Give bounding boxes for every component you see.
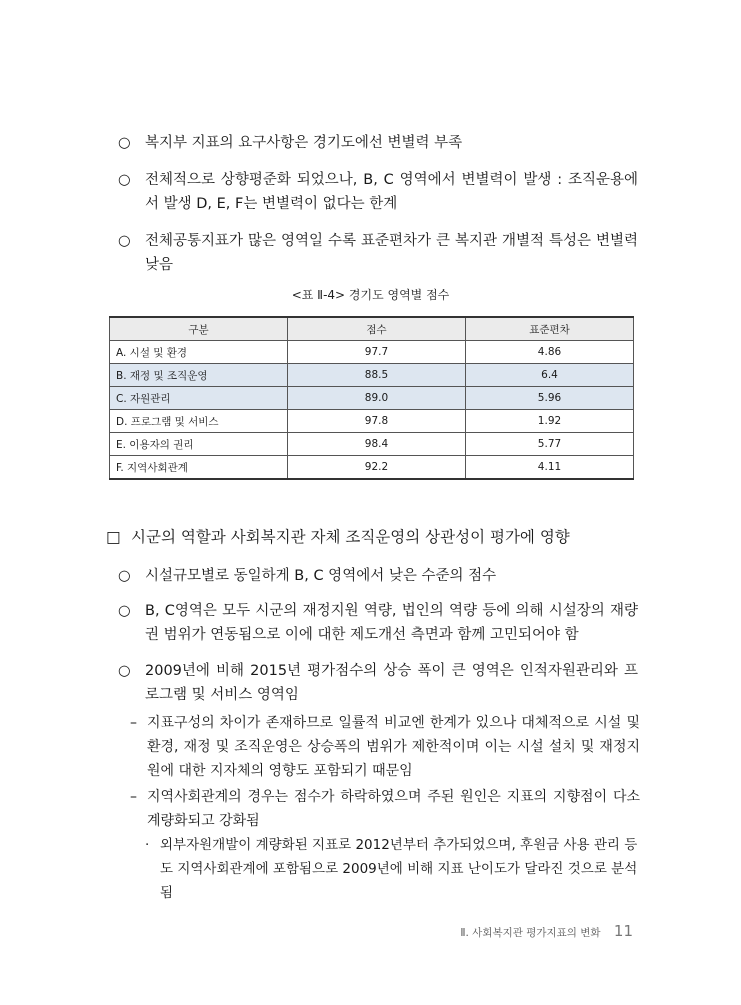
circle-bullet-icon: ○ bbox=[118, 568, 131, 584]
dash-text: 지표구성의 차이가 존재하므로 일률적 비교엔 한계가 있으나 대체적으로 시설 및 환경, 재정 및 조직운영은 상승폭의 범위가 제한적이며 이는 시설 설치 및 재정지원에 대한 지자체의 영향도 포함되기 때문임 bbox=[147, 715, 640, 779]
row-score: 97.8 bbox=[288, 410, 466, 433]
row-sd: 5.77 bbox=[466, 433, 634, 456]
table-row-highlighted bbox=[110, 364, 634, 387]
bullet-item bbox=[118, 131, 638, 155]
table-row bbox=[110, 410, 634, 433]
bullet-item bbox=[118, 599, 638, 647]
circle-bullet-icon: ○ bbox=[118, 603, 131, 619]
bullet-item bbox=[118, 659, 638, 707]
header-sd: 표준편차 bbox=[466, 317, 634, 341]
score-table bbox=[109, 316, 634, 480]
bullet-text: 2009년에 비해 2015년 평가점수의 상승 폭이 큰 영역은 인적자원관리와 프로그램 및 서비스 영역임 bbox=[145, 663, 638, 703]
header-score: 점수 bbox=[288, 317, 466, 341]
circle-bullet-icon: ○ bbox=[118, 172, 131, 188]
bullet-text: 복지부 지표의 요구사항은 경기도에선 변별력 부족 bbox=[145, 135, 463, 151]
bullet-item bbox=[118, 229, 638, 277]
row-sd: 1.92 bbox=[466, 410, 634, 433]
page-footer bbox=[460, 922, 633, 940]
row-sd: 6.4 bbox=[466, 364, 634, 387]
row-label: B. 재정 및 조직운영 bbox=[110, 364, 288, 387]
page-number: 11 bbox=[613, 922, 633, 940]
row-label: F. 지역사회관계 bbox=[110, 456, 288, 480]
square-bullet-icon: □ bbox=[106, 528, 121, 546]
bullet-item bbox=[118, 564, 638, 588]
bullet-text: 전체적으로 상향평준화 되었으나, B, C 영역에서 변별력이 발생 : 조직운용에서 발생 D, E, F는 변별력이 없다는 한계 bbox=[145, 172, 638, 212]
header-category: 구분 bbox=[110, 317, 288, 341]
bullet-text: 전체공통지표가 많은 영역일 수록 표준편차가 큰 복지관 개별적 특성은 변별력 낮음 bbox=[145, 233, 638, 273]
dash-bullet-icon: – bbox=[130, 715, 137, 731]
dash-item bbox=[130, 711, 640, 783]
circle-bullet-icon: ○ bbox=[118, 135, 131, 151]
footer-chapter-title: Ⅱ. 사회복지관 평가지표의 변화 bbox=[460, 927, 601, 939]
dot-item bbox=[145, 833, 640, 905]
table-header-row bbox=[110, 317, 634, 341]
row-label: A. 시설 및 환경 bbox=[110, 341, 288, 364]
circle-bullet-icon: ○ bbox=[118, 233, 131, 249]
row-label: D. 프로그램 및 서비스 bbox=[110, 410, 288, 433]
row-score: 98.4 bbox=[288, 433, 466, 456]
dash-text: 지역사회관계의 경우는 점수가 하락하였으며 주된 원인은 지표의 지향점이 다소 계량화되고 강화됨 bbox=[147, 789, 640, 829]
row-sd: 4.86 bbox=[466, 341, 634, 364]
dash-bullet-icon: – bbox=[130, 789, 137, 805]
table-row bbox=[110, 456, 634, 480]
table-row bbox=[110, 341, 634, 364]
row-sd: 4.11 bbox=[466, 456, 634, 480]
table-row-highlighted bbox=[110, 387, 634, 410]
row-score: 92.2 bbox=[288, 456, 466, 480]
row-label: C. 자원관리 bbox=[110, 387, 288, 410]
table-row bbox=[110, 433, 634, 456]
bullet-text: 시설규모별로 동일하게 B, C 영역에서 낮은 수준의 점수 bbox=[145, 568, 497, 584]
row-score: 88.5 bbox=[288, 364, 466, 387]
row-score: 97.7 bbox=[288, 341, 466, 364]
bullet-text: B, C영역은 모두 시군의 재정지원 역량, 법인의 역량 등에 의해 시설장의 재량권 범위가 연동됨으로 이에 대한 제도개선 측면과 함께 고민되어야 함 bbox=[145, 603, 638, 643]
dot-bullet-icon: · bbox=[145, 837, 150, 853]
section-heading-text: 시군의 역할과 사회복지관 자체 조직운영의 상관성이 평가에 영향 bbox=[131, 528, 570, 546]
dot-text: 외부자원개발이 계량화된 지표로 2012년부터 추가되었으며, 후원금 사용 관리 등도 지역사회관계에 포함됨으로 2009년에 비해 지표 난이도가 달라진 것으로 분석됨 bbox=[160, 837, 638, 901]
circle-bullet-icon: ○ bbox=[118, 663, 131, 679]
row-sd: 5.96 bbox=[466, 387, 634, 410]
section-heading bbox=[106, 525, 646, 549]
table-caption: <표 Ⅱ-4> 경기도 영역별 점수 bbox=[291, 288, 450, 302]
row-score: 89.0 bbox=[288, 387, 466, 410]
dash-item bbox=[130, 785, 640, 833]
row-label: E. 이용자의 권리 bbox=[110, 433, 288, 456]
bullet-item bbox=[118, 168, 638, 216]
